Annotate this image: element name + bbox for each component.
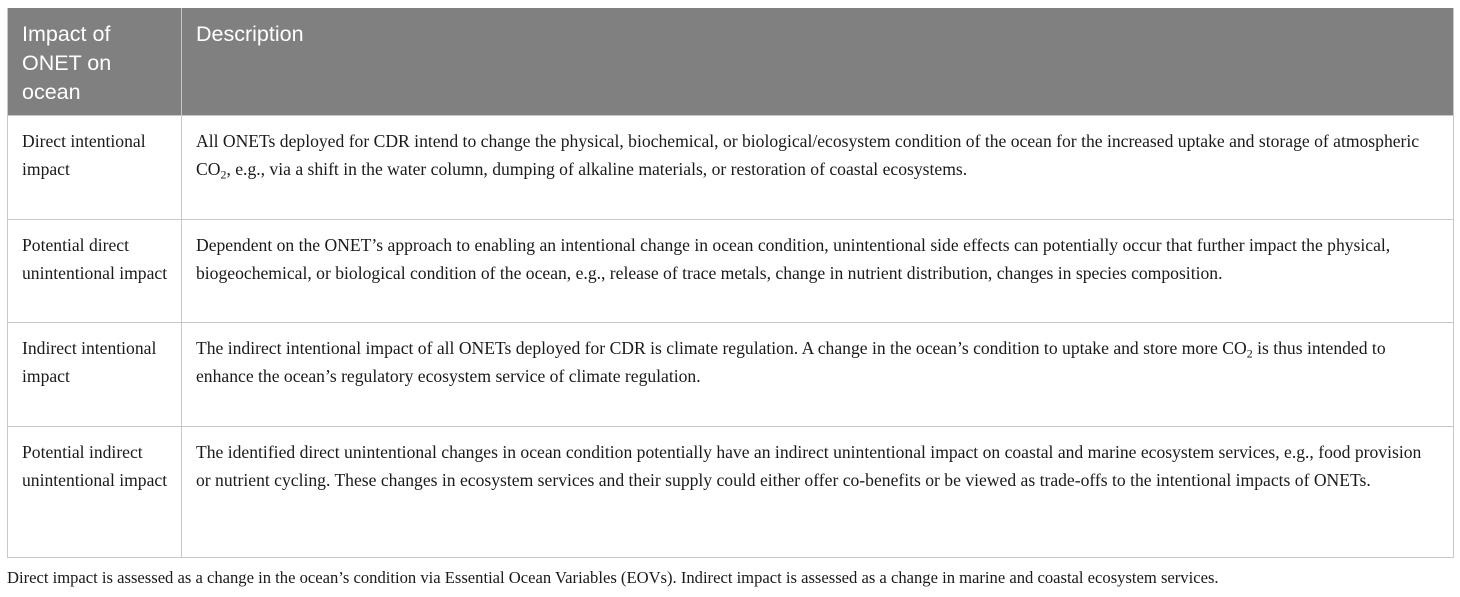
- impact-cell: Potential indirect unintentional impact: [8, 427, 182, 558]
- description-text-continued: , e.g., via a shift in the water column, dumping of alkaline materials, or restoration of coastal ecosystems.: [226, 159, 968, 179]
- subscript-two: 2: [220, 167, 227, 182]
- description-text: The identified direct unintentional changes in ocean condition potentially have an indirect unintentional impact on coastal and marine ecosystem services, e.g., food provision or nutrient cycling. These changes in ecosystem services and their supply could either offer co-benefits or be viewed as trade-offs to the intentional impacts of ONETs.: [196, 442, 1422, 490]
- description-cell: [182, 116, 1454, 220]
- impact-cell: Direct intentional impact: [8, 116, 182, 220]
- description-cell: [182, 323, 1454, 427]
- header-description: Description: [182, 8, 1454, 116]
- description-text: Dependent on the ONET’s approach to enabling an intentional change in ocean condition, unintentional side effects can potentially occur that further impact the physical, biogeochemical, or biological condition of the ocean, e.g., release of trace metals, change in nutrient distribution, changes in species composition.: [196, 235, 1391, 283]
- impact-cell: Indirect intentional impact: [8, 323, 182, 427]
- table-header: [8, 8, 1454, 116]
- description-cell: [182, 427, 1454, 558]
- table-row: [8, 220, 1454, 323]
- description-text: The indirect intentional impact of all ONETs deployed for CDR is climate regulation. A change in the ocean’s condition to uptake and store more CO: [196, 338, 1247, 358]
- subscript-two: 2: [1246, 346, 1253, 361]
- table-container: [7, 8, 1453, 558]
- table-row: [8, 323, 1454, 427]
- description-text-continued: is thus intended to enhance the ocean’s regulatory ecosystem service of climate regulation.: [196, 338, 1386, 386]
- table-footnote: Direct impact is assessed as a change in the ocean’s condition via Essential Ocean Variables (EOVs). Indirect impact is assessed as a change in marine and coastal ecosystem services.: [7, 568, 1219, 587]
- header-row: [8, 8, 1454, 116]
- table-row: [8, 427, 1454, 558]
- description-text: All ONETs deployed for CDR intend to change the physical, biochemical, or biological/ecosystem condition of the ocean for the increased uptake and storage of atmospheric CO: [196, 131, 1420, 179]
- table-row: [8, 116, 1454, 220]
- table-body: [8, 116, 1454, 558]
- header-impact: Impact of ONET on ocean: [8, 8, 182, 116]
- description-cell: [182, 220, 1454, 323]
- onet-impact-table: [7, 8, 1454, 558]
- impact-cell: Potential direct unintentional impact: [8, 220, 182, 323]
